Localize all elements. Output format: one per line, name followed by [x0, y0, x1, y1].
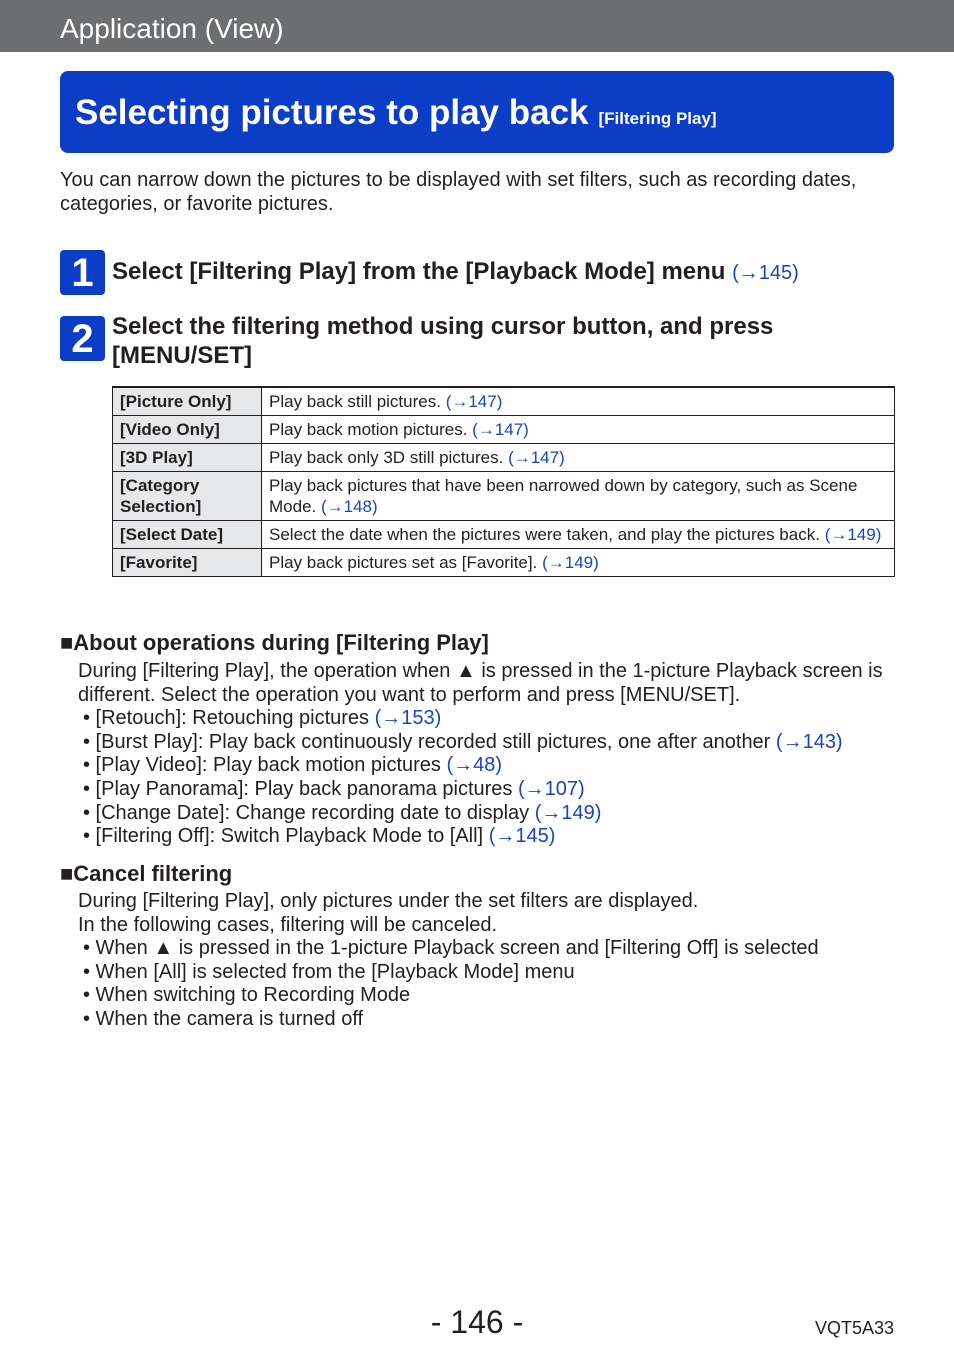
filter-name: [Select Date]	[113, 521, 262, 549]
filter-desc: Play back motion pictures.	[269, 420, 468, 439]
bullet-ref-link[interactable]: (→149)	[534, 801, 602, 824]
filter-name: [3D Play]	[113, 444, 262, 472]
filter-desc: Play back pictures set as [Favorite].	[269, 553, 538, 572]
step-1	[112, 257, 882, 288]
filter-desc: Select the date when the pictures were taken, and play the pictures back.	[269, 525, 820, 544]
filter-desc-cell	[262, 416, 895, 444]
bullet-text: • [Change Date]: Change recording date to display	[83, 801, 530, 824]
filter-name: [Video Only]	[113, 416, 262, 444]
step-2-number: 2	[60, 316, 105, 361]
bullet-ref-link[interactable]: (→143)	[775, 730, 843, 753]
cancel-section	[78, 890, 894, 1032]
bullet-text: • [Retouch]: Retouching pictures	[83, 707, 370, 730]
table-row	[113, 444, 895, 472]
page-title-main: Selecting pictures to play back	[75, 93, 589, 132]
step-1-ref-link[interactable]: (→145)	[732, 262, 799, 284]
bullet-ref-link[interactable]: (→153)	[374, 707, 442, 730]
bullet-text: • [Filtering Off]: Switch Playback Mode to [All]	[83, 825, 484, 848]
list-item	[78, 754, 894, 778]
table-row	[113, 549, 895, 577]
list-item	[78, 825, 894, 849]
filter-ref-link[interactable]: (→149)	[542, 553, 599, 572]
filter-name: [Category Selection]	[113, 472, 262, 521]
cancel-line: During [Filtering Play], only pictures under the set filters are displayed.	[78, 890, 699, 912]
cancel-heading: ■Cancel filtering	[60, 861, 233, 886]
table-row	[113, 416, 895, 444]
page-title	[75, 93, 717, 133]
bullet-text: • [Burst Play]: Play back continuously recorded still pictures, one after another	[83, 730, 771, 753]
filter-desc: Play back pictures that have been narrowed down by category, such as Scene Mode.	[269, 476, 858, 516]
filter-desc: Play back only 3D still pictures.	[269, 448, 504, 467]
filter-ref-link[interactable]: (→147)	[445, 392, 503, 411]
about-section	[78, 660, 894, 849]
filter-desc-cell	[262, 472, 895, 521]
section-header-bar	[0, 0, 954, 52]
table-row	[113, 387, 895, 416]
table-row	[113, 521, 895, 549]
page-title-box	[60, 71, 894, 153]
filter-table	[112, 386, 895, 577]
step-2-text: Select the filtering method using cursor button, and press [MENU/SET]	[112, 313, 774, 369]
bullet-text: • [Play Panorama]: Play back panorama pictures	[83, 777, 513, 800]
list-item: • When switching to Recording Mode	[83, 984, 411, 1007]
filter-desc: Play back still pictures.	[269, 392, 441, 411]
cancel-line: In the following cases, filtering will be canceled.	[78, 913, 498, 936]
list-item	[78, 707, 894, 731]
list-item: • When [All] is selected from the [Playback Mode] menu	[83, 960, 575, 983]
bullet-text: • [Play Video]: Play back motion pictures	[83, 754, 441, 777]
bullet-ref-link[interactable]: (→145)	[488, 825, 556, 848]
bullet-ref-link[interactable]: (→48)	[446, 754, 503, 777]
filter-desc-cell	[262, 387, 895, 416]
filter-name: [Favorite]	[113, 549, 262, 577]
document-code: VQT5A33	[814, 1318, 894, 1338]
about-heading: ■About operations during [Filtering Play]	[60, 630, 489, 655]
filter-ref-link[interactable]: (→147)	[472, 420, 529, 439]
filter-desc-cell	[262, 549, 895, 577]
list-item: • When the camera is turned off	[83, 1007, 364, 1030]
bullet-ref-link[interactable]: (→107)	[518, 777, 585, 800]
step-1-number: 1	[60, 250, 105, 295]
filter-desc-cell	[262, 521, 895, 549]
filter-desc-cell	[262, 444, 895, 472]
page-title-sub: [Filtering Play]	[598, 109, 717, 128]
filter-ref-link[interactable]: (→147)	[508, 448, 565, 467]
step-1-text: Select [Filtering Play] from the [Playback Mode] menu	[112, 258, 726, 285]
page-number: - 146 -	[430, 1304, 524, 1340]
list-item	[78, 778, 894, 802]
table-row	[113, 472, 895, 521]
list-item	[78, 731, 894, 755]
filter-ref-link[interactable]: (→149)	[824, 525, 882, 544]
list-item	[78, 802, 894, 826]
intro-text: You can narrow down the pictures to be displayed with set filters, such as recording dates, categories, or favorite pictures.	[60, 169, 857, 215]
filter-name: [Picture Only]	[113, 387, 262, 416]
list-item: • When ▲ is pressed in the 1-picture Playback screen and [Filtering Off] is selected	[83, 937, 819, 960]
section-title: Application (View)	[60, 13, 284, 44]
filter-ref-link[interactable]: (→148)	[320, 497, 378, 516]
about-body: During [Filtering Play], the operation when ▲ is pressed in the 1-picture Playback screen is different. Select the operation you want to perform and press [MENU/SET].	[78, 660, 883, 706]
